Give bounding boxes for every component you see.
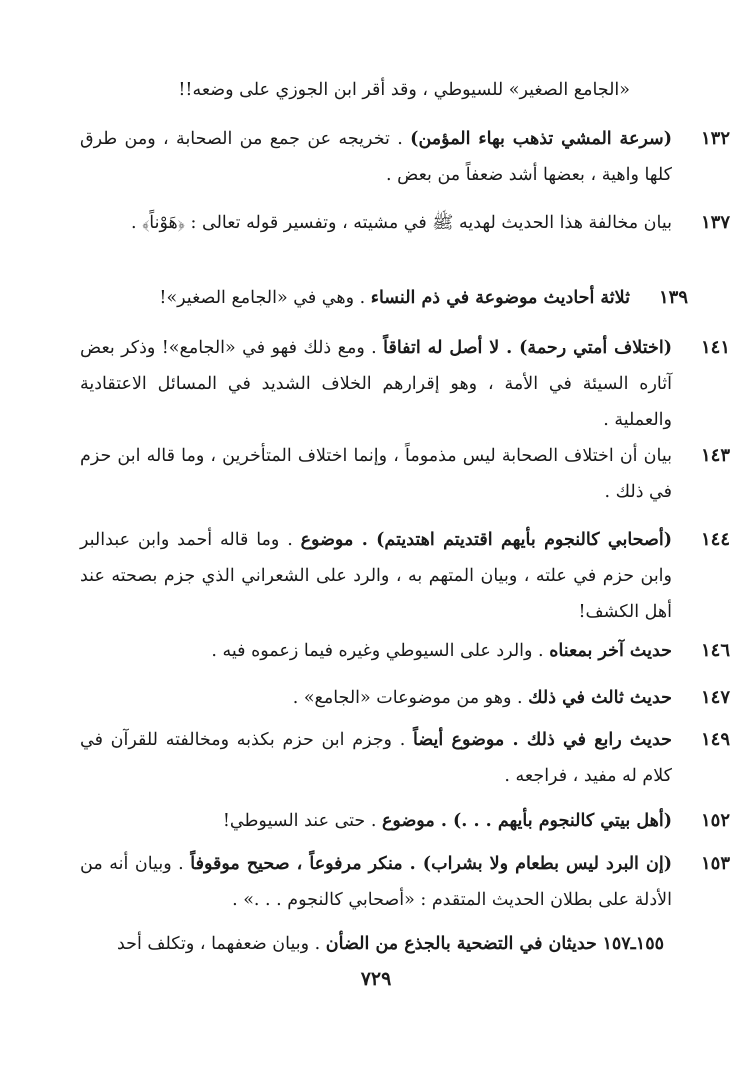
entry-number: ١٤٤: [700, 529, 730, 550]
entry-155-157: [80, 926, 664, 962]
entry-number: ١٤٩: [700, 729, 730, 750]
entry-number: ١٥٣: [700, 853, 730, 874]
entry-number: ١٤٣: [700, 445, 730, 466]
entry-text: بيان أن اختلاف الصحابة ليس مذموماً ، وإنما اختلاف المتأخرين ، وما قاله ابن حزم في ذلك .: [80, 446, 672, 502]
entry-144: [80, 522, 730, 630]
entry-153: [80, 846, 730, 918]
entry-hadith-title: (اختلاف أمتي رحمة) . لا أصل له اتفاقاً: [383, 338, 672, 358]
entry-number: ١٣٩: [658, 287, 688, 308]
entry-text: . وهو من موضوعات «الجامع» .: [292, 688, 523, 708]
entry-text: . وبيان أنه من الأدلة على بطلان الحديث المتقدم : «أصحابي كالنجوم . . .» .: [80, 854, 672, 910]
entry-152: [80, 803, 730, 839]
entry-141: [80, 330, 730, 438]
entry-text: . وهي في «الجامع الصغير»!: [159, 288, 366, 308]
entry-number: ١٤١: [700, 337, 730, 358]
entry-continuation: [80, 72, 630, 108]
entry-text: . حتى عند السيوطي!: [222, 811, 377, 831]
entry-hadith-title: (أهل بيتي كالنجوم بأيهم . . .) . موضوع: [381, 811, 672, 831]
entry-text: «الجامع الصغير» للسيوطي ، وقد أقر ابن الجوزي على وضعه!!: [178, 80, 630, 100]
entry-number: ١٥٥ـ١٥٧: [602, 934, 664, 954]
entry-hadith-title: (سرعة المشي تذهب بهاء المؤمن): [410, 129, 672, 149]
entry-number: ١٣٧: [700, 212, 730, 233]
entry-149: [80, 722, 730, 794]
entry-hadith-title: ثلاثة أحاديث موضوعة في ذم النساء: [370, 288, 630, 308]
entry-146: [80, 633, 730, 669]
entry-text: . تخريجه عن جمع من الصحابة ، ومن طرق كلها واهية ، بعضها أشد ضعفاً من بعض .: [80, 129, 672, 185]
entry-text: بيان مخالفة هذا الحديث لهديه ﷺ في مشيته ، وتفسير قوله تعالى : ﴿هَوْناً﴾ .: [130, 213, 672, 233]
entry-hadith-title: حديث آخر بمعناه: [549, 641, 672, 661]
entry-text: . وجزم ابن حزم بكذبه ومخالفته للقرآن في كلام له مفيد ، فراجعه .: [80, 730, 672, 786]
entry-139: [80, 280, 688, 316]
entry-text: . وبيان ضعفهما ، وتكلف أحد: [116, 934, 321, 954]
entry-137: [80, 205, 730, 241]
entry-number: ١٥٢: [700, 810, 730, 831]
entry-number: ١٣٢: [700, 128, 730, 149]
entry-hadith-title: (إن البرد ليس بطعام ولا بشراب) . منكر مرفوعاً ، صحيح موقوفاً: [190, 854, 672, 874]
entry-text: . والرد على السيوطي وغيره فيما زعموه فيه .: [211, 641, 544, 661]
entry-text: . وما قاله أحمد وابن عبدالبر وابن حزم في علته ، وبيان المتهم به ، والرد على الشعراني الذي جزم بصحته عند أهل الكشف!: [80, 530, 672, 622]
entry-hadith-title: حديث رابع في ذلك . موضوع أيضاً: [413, 730, 672, 750]
entry-text: . ومع ذلك فهو في «الجامع»! وذكر بعض آثاره السيئة في الأمة ، وهو إقرارهم الخلاف الشديد في المسائل الاعتقادية والعملية .: [80, 338, 672, 430]
entry-number: ١٤٦: [700, 640, 730, 661]
entry-number: ١٤٧: [700, 687, 730, 708]
entry-132: [80, 121, 730, 193]
page-number: ٧٢٩: [360, 968, 392, 990]
entry-hadith-title: حديث ثالث في ذلك: [528, 688, 672, 708]
entry-143: [80, 438, 730, 510]
entry-hadith-title: حديثان في التضحية بالجذع من الضأن: [325, 934, 597, 954]
entry-hadith-title: (أصحابي كالنجوم بأيهم اقتديتم اهتديتم) . موضوع: [300, 530, 672, 550]
entry-147: [80, 680, 730, 716]
